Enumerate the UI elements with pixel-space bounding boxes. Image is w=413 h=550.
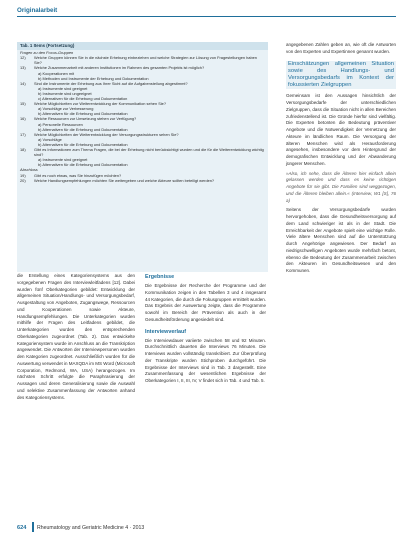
row-text: Welche Handlungsempfehlungen möchten Sie weitergeben und welche Akteure sollten beteiligt werden? xyxy=(34,177,215,183)
results-heading: Ergebnisse xyxy=(145,274,175,280)
row-number: 16) xyxy=(20,116,26,122)
left-paragraph: die Erstellung eines Kategoriensystems aus den vorgegebenen Fragen des Interviewleitfadens [12]. Dabei wurden fünf Oberkategorien gebildet: Entwicklung der allgemeinen Situation/Handlungs- und Versorgungsbedarf, Ausgestaltung von Angeboten, Zugangswege, Ressourcen und Kooperationen sowie Akteure, Handlungsempfehlungen. Die Unterkategorien wurden mithilfe der Fragen des Leitfadens gebildet, die Unterkategorien wurden den entsprechenden Oberkategorien zugeordnet (Tab. 2). Das entwickelte Kategoriensystem wurde im Anschluss an die Transkription angewendet. Die Antworten der Interviewpersonen wurden den Kategorien zugeordnet. Ausschließlich wurden für die Auswertung verwendet in MAXQDA im MS Word (Microsoft Corporation, Redmond, WA, USA) herangezogen. Im nächsten Schritt erfolgte die Paraphrasierung der Aussagen und deren Generalisierung sowie die Auswahl und selektive Zusammenfassung der Antworten anhand des Kategoriensystems. xyxy=(17,273,135,400)
right-paragraph-2: Seitens der Versorgungsbedarfe wurden hervorgehoben, dass die Gesundheitsversorgung auf dem Land schwieriger ist als in der Stadt. Die Erreichbarkeit der Angebote spielt eine wichtige Rolle. Viele ältere Menschen sind auf die Unterstützung durch Angehörige angewiesen. Der Bedarf an niedrigschwelligen Angeboten wurde mehrfach betont, ebenso die Bedeutung der Zusammenarbeit zwischen den Akteuren im Gesundheitswesen und den Kommunen. xyxy=(286,207,396,274)
items-table xyxy=(17,42,268,272)
table-closing-heading: Abschluss xyxy=(20,167,38,173)
row-text: b) Methoden und Instrumente der Erhebung und Dokumentation xyxy=(38,75,149,81)
table-closing-rows xyxy=(17,173,268,183)
header-rule xyxy=(17,16,396,17)
table-title: Tab. 1 Items (Fortsetzung) xyxy=(17,42,268,50)
row-text: b) Alternativen für die Erhebung und Dokumentation xyxy=(38,141,128,147)
row-text: Welche Möglichkeiten der Weiterentwicklung der Versorgungsstrukturen sehen Sie? xyxy=(34,131,179,137)
row-text: a) Vorschläge xyxy=(38,136,62,142)
row-text: Sind die Instrumente der Erhebung aus Ihrer Sicht auf die Aufgabenstellung abgestimmt? xyxy=(34,80,188,86)
interview-heading: Interviewverlauf xyxy=(145,328,187,335)
row-text: Gibt es noch etwas, was Sie hinzufügen möchten? xyxy=(34,172,122,178)
row-text: Welche Gruppen können Sie in die nächste Erhebung einbeziehen und welche Strategien zur Lösung von Fragestellungen haben Sie? xyxy=(34,55,257,66)
table-row xyxy=(17,178,268,183)
row-text: a) Instrumente sind geeignet xyxy=(38,157,88,163)
row-text: Welche Ressourcen zur Umsetzung stehen zur Verfügung? xyxy=(34,116,137,122)
right-intro-paragraph: angegebenen Zahlen geben an, wie oft die Antworten von den Experten und Expertinnen genannt wurden. xyxy=(286,42,396,54)
row-number: 12) xyxy=(20,55,26,61)
middle-column xyxy=(145,274,266,385)
row-text: b) Instrumente sind ungeeignet xyxy=(38,90,92,96)
row-number: 20) xyxy=(20,177,26,183)
row-number: 19) xyxy=(20,172,26,178)
right-column xyxy=(286,42,396,275)
row-number: 13) xyxy=(20,65,26,71)
page-number: 624 xyxy=(17,525,27,531)
table-row xyxy=(17,147,268,157)
row-text: a) Kooperationen mit xyxy=(38,70,75,76)
row-text: b) Alternativen für die Erhebung und Dokumentation xyxy=(38,111,128,117)
interview-quote: »Also, ich sehe, dass die Älteren hier einfach allein gelassen werden und dass es keine richtigen Angebote für sie gibt. Die Familien sind weggezogen, und die Älteren bleiben allein.« (Interview, W1 [S], 76 a) xyxy=(286,170,396,203)
journal-name: Rheumatology and Geriatric Medicine 4 · 2013 xyxy=(37,525,145,531)
row-text: a) Vorschläge zur Verbesserung xyxy=(38,106,94,112)
row-text: a) Instrumente sind geeignet xyxy=(38,85,88,91)
subsection-heading: Einschätzungen allgemeinen Situation sowie des Handlungs- und Versorgungsbedarfs im Kontext der fokussierten Zielgruppen xyxy=(288,60,394,89)
row-text: a) Personelle Ressourcen xyxy=(38,121,83,127)
row-text: b) Alternativen für die Erhebung und Dokumentation xyxy=(38,162,128,168)
row-text: c) Alternativen für die Erhebung und Dokumentation xyxy=(38,96,128,102)
table-row xyxy=(17,162,268,167)
interview-paragraph: Die Interviewdauer variierte zwischen 58 und 92 Minuten. Durchschnittlich dauerten die Interviews 76 Minuten. Die Interviews wurden vollständig transkribiert. Zur Überprüfung der Transkripte wurden Stichproben durchgeführt. Die Ergebnisse der Interviews sind in Tab. 3 dargestellt. Eine Zusammenfassung der wesentlichen Ergebnisse der Oberkategorien I, II, III, IV, V findet sich in Tab. 4 und Tab. 5. xyxy=(145,337,266,383)
left-column xyxy=(17,273,135,401)
table-row xyxy=(17,55,268,65)
row-number: 15) xyxy=(20,101,26,107)
footer-divider xyxy=(32,522,34,532)
row-number: 18) xyxy=(20,146,26,152)
table-rows xyxy=(17,55,268,167)
table-intro: Fragen zu den Focus-Gruppen xyxy=(20,50,74,55)
row-number: 14) xyxy=(20,80,26,86)
section-label: Originalarbeit xyxy=(17,7,58,14)
row-text: Welche Zusammenarbeit mit anderen Institutionen im Rahmen des gesamten Projekts ist möglich? xyxy=(34,65,205,71)
row-text: Gibt es Informationen zum Thema Fragen, die bei der Erhebung nicht berücksichtigt wurden und die für die Weiterentwicklung wichtig sind? xyxy=(34,146,264,158)
row-text: b) Alternativen für die Erhebung und Dokumentation xyxy=(38,126,128,132)
row-number: 17) xyxy=(20,131,26,137)
subsection-box xyxy=(286,61,396,90)
right-paragraph-1: Gemeinsam ist den Aussagen hinsichtlich der Versorgungsbedarfe der unterschiedlichen Zielgruppen, dass die Situation nicht in allen Bereichen zufriedenstellend ist. Die Gründe hierfür sind vielfältig. Die Experten betonten die Bedeutung präventiver Angebote und die Notwendigkeit der Vernetzung der Akteure im ländlichen Raum. Die Versorgung der älteren Menschen wird als Herausforderung angesehen, insbesondere vor dem Hintergrund der demografischen Entwicklung und der Abwanderung jüngerer Menschen. xyxy=(286,93,396,166)
results-paragraph: Die Ergebnisse der Recherche der Programme und der Kommunikation zeigen in den Tabellen 3 und 4 insgesamt 44 Kategorien, die durch die Fokusgruppen ermittelt wurden. Das Ergebnis der Auswertung zeigte, dass die Programme sowohl im Bereich der Prävention als auch in der Gesundheitsförderung angesiedelt sind. xyxy=(145,283,266,322)
row-text: Welche Möglichkeiten zur Weiterentwicklung der Kommunikation sehen Sie? xyxy=(34,101,166,107)
